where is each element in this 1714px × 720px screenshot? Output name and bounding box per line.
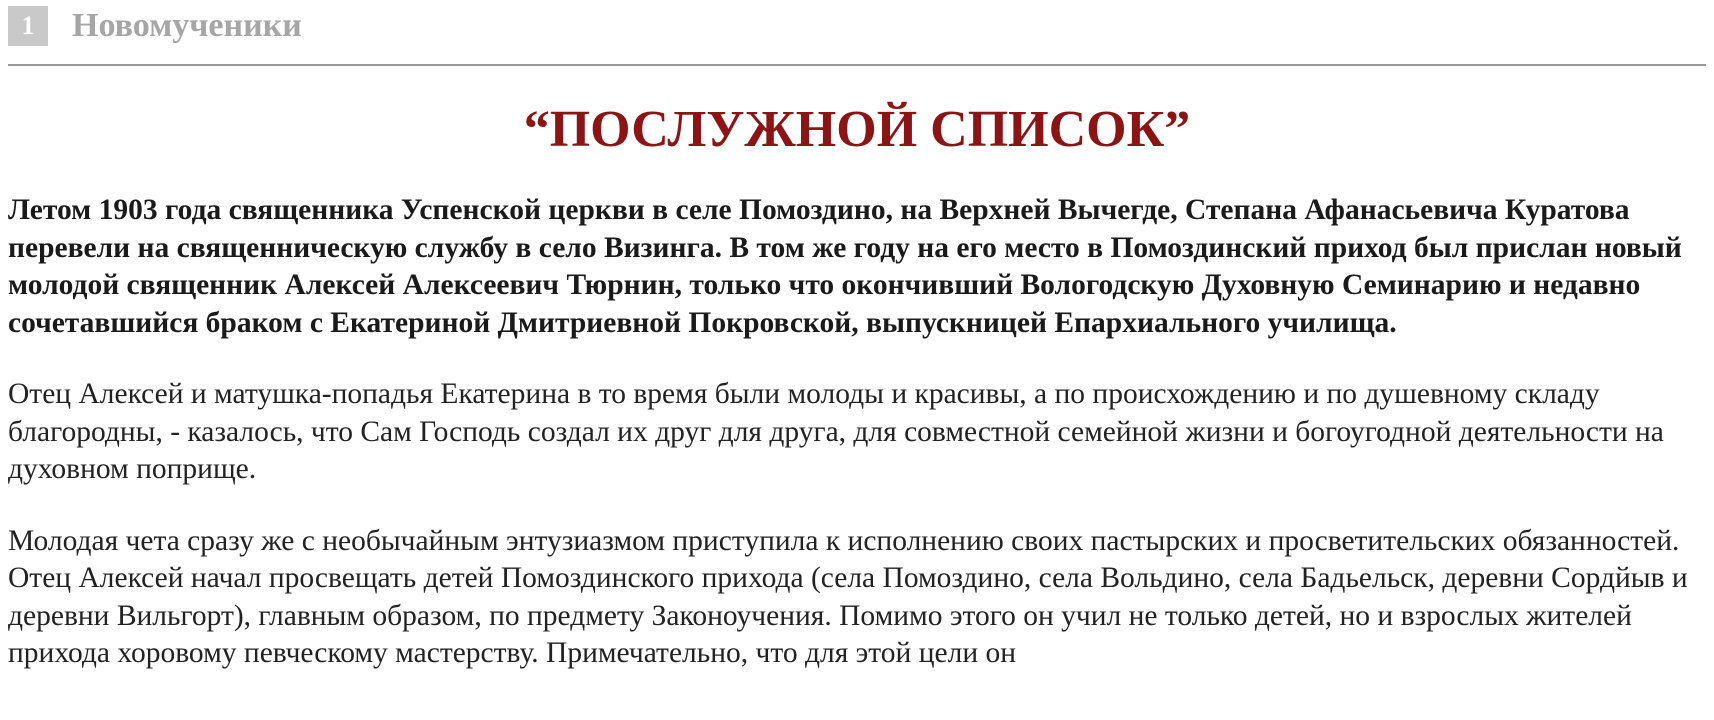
paragraph-1: Отец Алексей и матушка-попадья Екатерина в то время были молоды и красивы, а по происхождению и по душевному складу благородны, - казалось, что Сам Господь создал их друг для друга, для совместной семейной жизни и богоугодной деятельности на духовном поприще. xyxy=(8,378,1664,485)
chapter-number-badge: 1 xyxy=(8,6,48,46)
chapter-title[interactable]: Новомученики xyxy=(72,7,302,44)
chapter-header xyxy=(8,4,302,48)
article-title: “ПОСЛУЖНОЙ СПИСОК” xyxy=(523,101,1191,158)
lead-paragraph: Летом 1903 года священника Успенской церкви в селе Помоздино, на Верхней Вычегде, Степана Афанасьевича Куратова перевели на священническую службу в село Визинга. В том же году на его место в Помоздинский приход был прислан новый молодой священник Алексей Алексеевич Тюрнин, только что окончивший Вологодскую Духовную Семинарию и недавно сочетавшийся браком с Екатериной Дмитриевной Покровской, выпускницей Епархиального училища. xyxy=(8,194,1682,339)
paragraph-2: Молодая чета сразу же с необычайным энтузиазмом приступила к исполнению своих пастырских и просветительских обязанностей. Отец Алексей начал просвещать детей Помоздинского прихода (села Помоздино, села Вольдино, села Бадьельск, деревни Сордйыв и деревни Вильгорт), главным образом, по предмету Законоучения. Помимо этого он учил не только детей, но и взрослых жителей прихода хоровому певческому мастерству. Примечательно, что для этой цели он xyxy=(8,524,1688,669)
article-body xyxy=(8,192,1698,707)
header-divider xyxy=(8,64,1706,66)
